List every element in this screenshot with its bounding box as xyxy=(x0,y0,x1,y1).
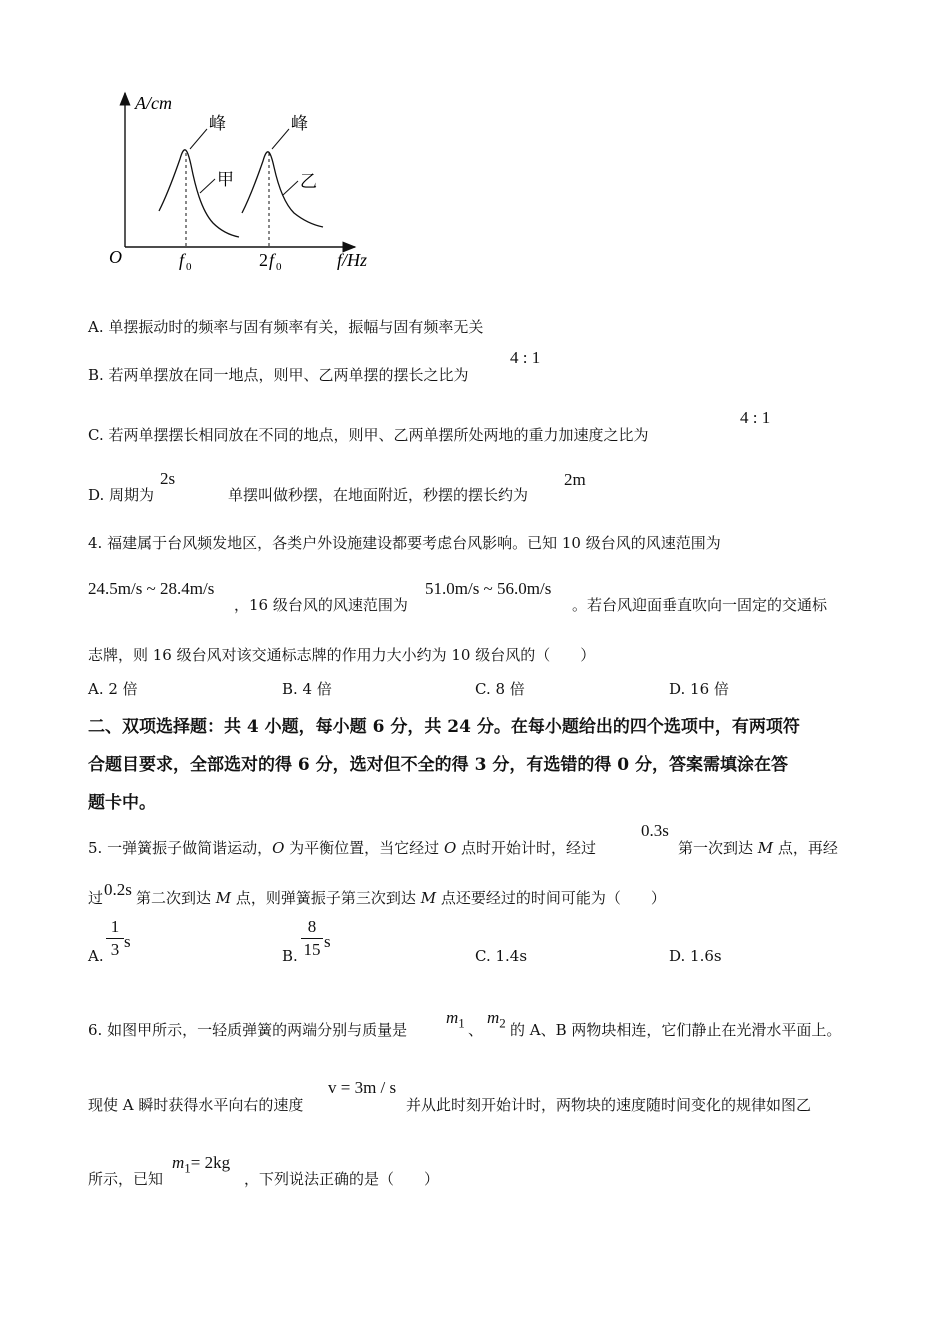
jia-leader xyxy=(200,179,215,193)
q4-option-b: B. 4 倍 xyxy=(282,680,332,698)
q5-option-b-unit: s xyxy=(324,932,331,951)
q5-option-b-num: 8 xyxy=(307,917,317,936)
tick-f0-sub: 0 xyxy=(186,261,192,273)
q6-sep: 、 xyxy=(468,1021,484,1039)
q3-option-d-math2: 2m xyxy=(564,470,586,489)
q3-option-a: A. 单摆振动时的频率与固有频率有关，振幅与固有频率无关 xyxy=(88,318,484,336)
q4-stem-mid: ，16 级台风的风速范围为 xyxy=(234,596,408,614)
q5-time2: 0.2s xyxy=(104,880,132,899)
q6-velocity: v = 3m / s xyxy=(328,1078,397,1097)
tick-2f0-coef: 2 xyxy=(259,250,268,270)
peak2-leader xyxy=(272,129,289,149)
q4-stem-line1: 4. 福建属于台风频发地区，各类户外设施建设都要考虑台风影响。已知 10 级台风的风速范围为 xyxy=(88,534,721,552)
q5-option-a-frac xyxy=(106,917,124,960)
x-axis-label: f/Hz xyxy=(337,250,368,270)
section2-heading-line2: 合题目要求，全部选对的得 6 分，选对但不全的得 3 分，有选错的得 0 分，答案需填涂在答 xyxy=(88,755,788,775)
tick-2f0: f xyxy=(269,250,275,270)
q6-m1: $m_1$ xyxy=(446,1008,465,1031)
resonance-figure xyxy=(95,85,395,280)
q4-stem-line3: 志牌，则 16 级台风对该交通标志牌的作用力大小约为 10 级台风的（ ） xyxy=(88,646,596,664)
q5-option-c: C. 1.4s xyxy=(475,947,528,965)
curve-jia xyxy=(159,150,239,237)
tick-2f0-sub: 0 xyxy=(276,261,282,273)
q3-option-c: C. 若两单摆摆长相同放在不同的地点，则甲、乙两单摆所处两地的重力加速度之比为 xyxy=(88,426,649,444)
origin-label: O xyxy=(109,247,122,267)
q5-option-b-frac xyxy=(301,917,323,960)
q3-option-c-math: 4 : 1 xyxy=(740,408,771,427)
q5-option-a-num: 1 xyxy=(110,917,120,936)
q5-time1: 0.3s xyxy=(641,821,669,840)
tick-f0: f xyxy=(179,250,185,270)
q3-option-b-math: 4 : 1 xyxy=(510,348,541,367)
curve-yi-label: 乙 xyxy=(300,172,317,191)
q4-option-a: A. 2 倍 xyxy=(88,680,138,698)
q5-stem-line1-end: 第一次到达 M 点，再经 xyxy=(678,839,838,857)
q6-stem-line2-post: 并从此时刻开始计时，两物块的速度随时间变化的规律如图乙 xyxy=(406,1096,812,1114)
q5-option-a-unit: s xyxy=(124,932,131,951)
q6-stem-line2-pre: 现使 A 瞬时获得水平向右的速度 xyxy=(88,1096,304,1114)
q5-stem-line1: 5. 一弹簧振子做简谐运动，O 为平衡位置，当它经过 O 点时开始计时，经过 xyxy=(88,839,597,857)
curve-jia-label: 甲 xyxy=(217,170,234,189)
q4-wind16-range: 51.0m/s ~ 56.0m/s xyxy=(425,579,552,598)
q6-mass-given: $m_1= 2kg$ xyxy=(172,1153,231,1176)
q3-option-d-mid: 单摆叫做秒摆，在地面附近，秒摆的摆长约为 xyxy=(228,486,529,504)
q3-option-d-pre: D. 周期为 xyxy=(88,486,155,504)
y-axis-label: A/cm xyxy=(135,93,172,113)
q5-stem-line2-pre: 过 xyxy=(88,889,104,907)
q5-option-d: D. 1.6s xyxy=(669,947,722,965)
section2-heading-line1: 二、双项选择题：共 4 小题，每小题 6 分，共 24 分。在每小题给出的四个选项中，有两项符 xyxy=(88,717,800,737)
peak1-label: 峰 xyxy=(209,114,226,133)
q5-option-a-den: 3 xyxy=(110,940,120,959)
q4-option-d: D. 16 倍 xyxy=(669,680,729,698)
q4-option-c: C. 8 倍 xyxy=(475,680,525,698)
section2-heading-line3: 题卡中。 xyxy=(88,793,156,813)
q5-option-b-label: B. xyxy=(282,947,298,965)
q6-stem-line1-post: 的 A、B 两物块相连，它们静止在光滑水平面上。 xyxy=(510,1021,842,1039)
q6-stem-line3-post: ，下列说法正确的是（ ） xyxy=(244,1170,440,1188)
yi-leader xyxy=(283,181,298,195)
peak2-label: 峰 xyxy=(291,114,308,133)
q3-option-b: B. 若两单摆放在同一地点，则甲、乙两单摆的摆长之比为 xyxy=(88,366,469,384)
q6-stem-line3-pre: 所示，已知 xyxy=(88,1170,164,1188)
peak1-leader xyxy=(190,129,207,149)
q4-stem-tail: 。若台风迎面垂直吹向一固定的交通标 xyxy=(572,596,828,614)
q5-stem-line2: 第二次到达 M 点，则弹簧振子第三次到达 M 点还要经过的时间可能为（ ） xyxy=(136,889,666,907)
q5-option-a-label: A. xyxy=(88,947,104,965)
q4-wind10-range: 24.5m/s ~ 28.4m/s xyxy=(88,579,215,598)
q3-option-d-math1: 2s xyxy=(160,469,176,488)
q5-option-b-den: 15 xyxy=(303,940,321,959)
q6-m2: $m_2$ xyxy=(487,1008,506,1031)
q6-stem-line1-pre: 6. 如图甲所示，一轻质弹簧的两端分别与质量是 xyxy=(88,1021,408,1039)
